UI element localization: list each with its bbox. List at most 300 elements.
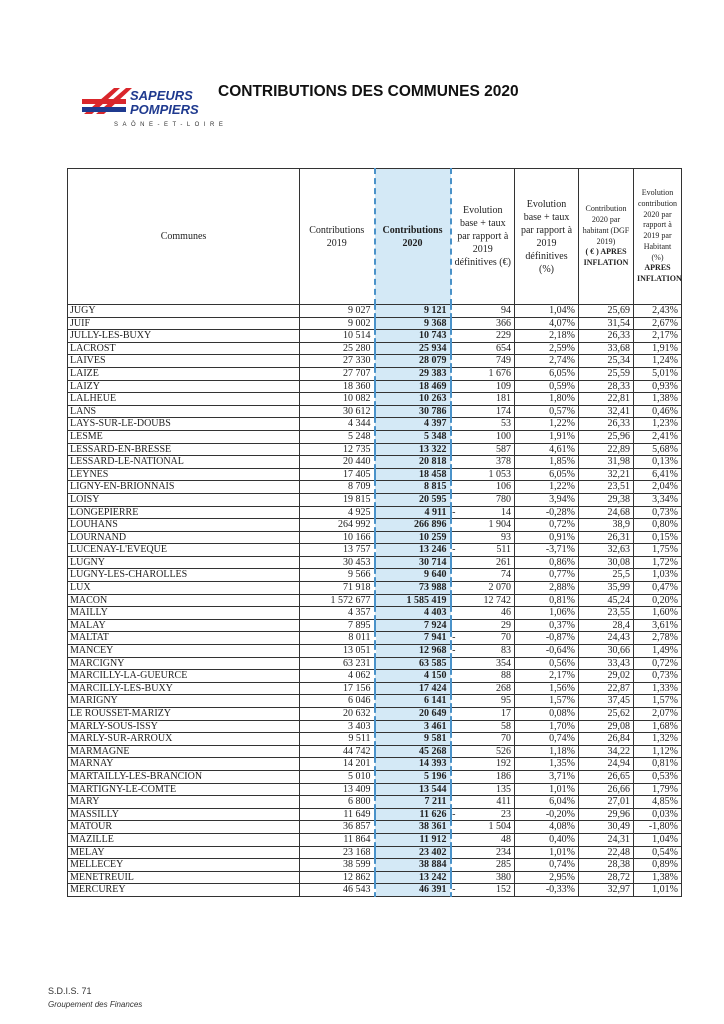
evolution-eur: 1 504 <box>451 821 515 834</box>
evolution-eur: 1 676 <box>451 367 515 380</box>
evolution-per-inhabitant: 3,61% <box>634 619 682 632</box>
commune-name: MARTIGNY-LE-COMTE <box>68 783 300 796</box>
evolution-pct: 1,80% <box>515 393 579 406</box>
evolution-eur: 74 <box>451 569 515 582</box>
commune-name: JULLY-LES-BUXY <box>68 330 300 343</box>
contribution-2020 <box>375 645 456 658</box>
contribution-2020: 13 322 <box>375 443 451 456</box>
contribution-2019: 12 862 <box>300 871 375 884</box>
evolution-per-inhabitant: 1,79% <box>634 783 682 796</box>
evolution-pct: 2,59% <box>515 342 579 355</box>
per-inhabitant: 24,94 <box>579 758 634 771</box>
evolution-per-inhabitant: 0,73% <box>634 670 682 683</box>
evolution-eur: 654 <box>451 342 515 355</box>
table-row <box>68 796 682 809</box>
evolution-eur: 1 904 <box>451 519 515 532</box>
per-inhabitant: 31,54 <box>579 317 634 330</box>
evolution-pct: 0,37% <box>515 619 579 632</box>
evolution-eur: 58 <box>451 720 515 733</box>
table-row <box>68 418 682 431</box>
header-per-inhabitant-note: ( € ) APRES INFLATION <box>583 247 629 268</box>
contribution-2019: 4 062 <box>300 670 375 683</box>
contribution-2019: 5 010 <box>300 770 375 783</box>
per-inhabitant: 32,21 <box>579 468 634 481</box>
commune-name: MARTAILLY-LES-BRANCION <box>68 770 300 783</box>
evolution-eur: 17 <box>451 708 515 721</box>
evolution-per-inhabitant: 1,91% <box>634 342 682 355</box>
table-row <box>68 645 682 658</box>
evolution-per-inhabitant: 1,33% <box>634 682 682 695</box>
evolution-per-inhabitant: 1,04% <box>634 833 682 846</box>
header-evolution-eur: Evolution base + taux par rapport à 2019 définitives (€) <box>451 169 515 305</box>
contribution-2019: 17 156 <box>300 682 375 695</box>
commune-name: LUX <box>68 582 300 595</box>
per-inhabitant: 22,81 <box>579 393 634 406</box>
evolution-per-inhabitant: 2,43% <box>634 305 682 318</box>
evolution-pct: 3,71% <box>515 770 579 783</box>
table-row <box>68 783 682 796</box>
table-row <box>68 745 682 758</box>
contribution-2020: 30 786 <box>375 405 451 418</box>
contribution-2019: 7 895 <box>300 619 375 632</box>
table-row <box>68 468 682 481</box>
per-inhabitant: 28,33 <box>579 380 634 393</box>
commune-name: MACON <box>68 594 300 607</box>
evolution-eur: 95 <box>451 695 515 708</box>
evolution-eur: 29 <box>451 619 515 632</box>
evolution-eur: 181 <box>451 393 515 406</box>
evolution-eur: 378 <box>451 456 515 469</box>
evolution-pct: 4,08% <box>515 821 579 834</box>
per-inhabitant: 45,24 <box>579 594 634 607</box>
table-row <box>68 582 682 595</box>
evolution-per-inhabitant: 3,34% <box>634 493 682 506</box>
commune-name: MARCIGNY <box>68 657 300 670</box>
evolution-eur: 268 <box>451 682 515 695</box>
table-row <box>68 456 682 469</box>
contribution-2019: 4 344 <box>300 418 375 431</box>
evolution-per-inhabitant: 0,46% <box>634 405 682 418</box>
table-row <box>68 393 682 406</box>
evolution-eur: 234 <box>451 846 515 859</box>
evolution-pct: 0,72% <box>515 519 579 532</box>
evolution-eur: 14 <box>451 506 515 519</box>
table-row <box>68 708 682 721</box>
header-evolution-per-inhabitant <box>634 169 682 305</box>
table-row <box>68 884 682 897</box>
header-evolution-per-inhabitant-main: Evolution contribution 2020 par rapport à 2019 par Habitant (%) <box>637 187 678 262</box>
contribution-2019: 30 453 <box>300 556 375 569</box>
per-inhabitant: 32,97 <box>579 884 634 897</box>
commune-name: MASSILLY <box>68 808 300 821</box>
contribution-2019: 6 046 <box>300 695 375 708</box>
table-row <box>68 569 682 582</box>
evolution-pct: 1,06% <box>515 607 579 620</box>
commune-name: LACROST <box>68 342 300 355</box>
commune-name: LESSARD-EN-BRESSE <box>68 443 300 456</box>
per-inhabitant: 25,69 <box>579 305 634 318</box>
contribution-2020: 266 896 <box>375 519 451 532</box>
contribution-2020: 11 912 <box>375 833 451 846</box>
commune-name: MARY <box>68 796 300 809</box>
contribution-2020 <box>375 808 456 821</box>
evolution-per-inhabitant: 1,38% <box>634 871 682 884</box>
logo-subtitle: SAÔNE-ET-LOIRE <box>114 122 228 128</box>
contribution-2020: 9 121 <box>375 305 451 318</box>
evolution-pct: 1,56% <box>515 682 579 695</box>
evolution-pct: 4,07% <box>515 317 579 330</box>
evolution-eur: 354 <box>451 657 515 670</box>
evolution-eur: 70 <box>451 632 515 645</box>
commune-name: LAIVES <box>68 355 300 368</box>
contribution-2019: 18 360 <box>300 380 375 393</box>
commune-name: LUGNY <box>68 556 300 569</box>
per-inhabitant: 30,08 <box>579 556 634 569</box>
per-inhabitant: 22,87 <box>579 682 634 695</box>
commune-name: LUCENAY-L'EVEQUE <box>68 544 300 557</box>
evolution-pct: 1,01% <box>515 846 579 859</box>
per-inhabitant: 30,66 <box>579 645 634 658</box>
commune-name: MARLY-SOUS-ISSY <box>68 720 300 733</box>
table-row <box>68 519 682 532</box>
evolution-per-inhabitant: 0,53% <box>634 770 682 783</box>
evolution-eur: 12 742 <box>451 594 515 607</box>
evolution-pct: 1,35% <box>515 758 579 771</box>
per-inhabitant: 23,55 <box>579 607 634 620</box>
commune-name: LOURNAND <box>68 531 300 544</box>
evolution-per-inhabitant: 2,17% <box>634 330 682 343</box>
commune-name: MELLECEY <box>68 859 300 872</box>
commune-name: MARMAGNE <box>68 745 300 758</box>
contribution-2020: 9 368 <box>375 317 451 330</box>
table-row <box>68 619 682 632</box>
contribution-2020: 29 383 <box>375 367 451 380</box>
table-row <box>68 481 682 494</box>
table-row <box>68 367 682 380</box>
table-row <box>68 607 682 620</box>
header-per-inhabitant-main: Contribution 2020 par habitant (DGF 2019) <box>582 204 630 246</box>
table-row <box>68 405 682 418</box>
contribution-2020 <box>375 544 456 557</box>
evolution-eur: 526 <box>451 745 515 758</box>
evolution-pct: 0,74% <box>515 859 579 872</box>
table-header-row <box>68 169 682 305</box>
evolution-eur: 46 <box>451 607 515 620</box>
per-inhabitant: 35,99 <box>579 582 634 595</box>
evolution-eur: 2 070 <box>451 582 515 595</box>
evolution-pct: 0,77% <box>515 569 579 582</box>
per-inhabitant: 26,31 <box>579 531 634 544</box>
evolution-pct: 2,18% <box>515 330 579 343</box>
contribution-2020: 13 242 <box>375 871 451 884</box>
per-inhabitant: 22,89 <box>579 443 634 456</box>
per-inhabitant: 24,31 <box>579 833 634 846</box>
contribution-2020: 4 150 <box>375 670 451 683</box>
evolution-per-inhabitant: 2,04% <box>634 481 682 494</box>
table-row <box>68 430 682 443</box>
evolution-pct: 2,74% <box>515 355 579 368</box>
commune-name: MATOUR <box>68 821 300 834</box>
evolution-eur: 411 <box>451 796 515 809</box>
contribution-2019: 9 002 <box>300 317 375 330</box>
evolution-eur: 109 <box>451 380 515 393</box>
contribution-2019: 13 051 <box>300 645 375 658</box>
evolution-per-inhabitant: 1,23% <box>634 418 682 431</box>
contribution-2019: 8 011 <box>300 632 375 645</box>
table-row <box>68 846 682 859</box>
evolution-per-inhabitant: 2,67% <box>634 317 682 330</box>
commune-name: MARLY-SUR-ARROUX <box>68 733 300 746</box>
contribution-2019: 25 280 <box>300 342 375 355</box>
evolution-per-inhabitant: 1,49% <box>634 645 682 658</box>
evolution-pct: 1,04% <box>515 305 579 318</box>
per-inhabitant: 29,02 <box>579 670 634 683</box>
evolution-pct: 1,91% <box>515 430 579 443</box>
evolution-pct: 4,61% <box>515 443 579 456</box>
evolution-eur: 83 <box>451 645 515 658</box>
commune-name: LE ROUSSET-MARIZY <box>68 708 300 721</box>
table-row <box>68 443 682 456</box>
per-inhabitant: 26,33 <box>579 330 634 343</box>
contribution-2020 <box>375 506 456 519</box>
evolution-per-inhabitant: -1,80% <box>634 821 682 834</box>
contribution-2020: 9 581 <box>375 733 451 746</box>
evolution-per-inhabitant: 1,01% <box>634 884 682 897</box>
contribution-2019: 8 709 <box>300 481 375 494</box>
contribution-2020: 9 640 <box>375 569 451 582</box>
evolution-pct: 6,05% <box>515 367 579 380</box>
contribution-2019: 20 440 <box>300 456 375 469</box>
evolution-per-inhabitant: 1,38% <box>634 393 682 406</box>
evolution-eur: 135 <box>451 783 515 796</box>
per-inhabitant: 26,65 <box>579 770 634 783</box>
contribution-2019: 10 166 <box>300 531 375 544</box>
table-row <box>68 758 682 771</box>
evolution-eur: 749 <box>451 355 515 368</box>
evolution-eur: 366 <box>451 317 515 330</box>
commune-name: MELAY <box>68 846 300 859</box>
evolution-eur: 285 <box>451 859 515 872</box>
evolution-eur: 100 <box>451 430 515 443</box>
evolution-eur: 23 <box>451 808 515 821</box>
decrease-dash: - <box>452 808 456 820</box>
contribution-2019: 9 027 <box>300 305 375 318</box>
table-row <box>68 342 682 355</box>
decrease-dash: - <box>452 645 456 657</box>
per-inhabitant: 24,43 <box>579 632 634 645</box>
contribution-2019: 1 572 677 <box>300 594 375 607</box>
commune-name: LAYS-SUR-LE-DOUBS <box>68 418 300 431</box>
evolution-pct: 1,85% <box>515 456 579 469</box>
contribution-2020: 5 348 <box>375 430 451 443</box>
table-row <box>68 871 682 884</box>
contribution-2020: 4 403 <box>375 607 451 620</box>
table-row <box>68 594 682 607</box>
contribution-2020-value: 7 941 <box>424 632 447 644</box>
commune-name: LUGNY-LES-CHAROLLES <box>68 569 300 582</box>
contribution-2019: 44 742 <box>300 745 375 758</box>
evolution-per-inhabitant: 0,93% <box>634 380 682 393</box>
contribution-2020: 7 924 <box>375 619 451 632</box>
contribution-2019: 46 543 <box>300 884 375 897</box>
contribution-2020: 8 815 <box>375 481 451 494</box>
logo-line2: POMPIERS <box>130 102 199 117</box>
table-row <box>68 506 682 519</box>
contribution-2020: 18 469 <box>375 380 451 393</box>
table-row <box>68 770 682 783</box>
contribution-2019: 11 864 <box>300 833 375 846</box>
evolution-eur: 192 <box>451 758 515 771</box>
contribution-2020: 10 259 <box>375 531 451 544</box>
table-row <box>68 330 682 343</box>
evolution-eur: 780 <box>451 493 515 506</box>
per-inhabitant: 28,38 <box>579 859 634 872</box>
evolution-per-inhabitant: 0,89% <box>634 859 682 872</box>
commune-name: LEYNES <box>68 468 300 481</box>
contribution-2020-value: 11 626 <box>419 808 447 820</box>
contribution-2020-value: 13 246 <box>419 544 447 556</box>
commune-name: LESSARD-LE-NATIONAL <box>68 456 300 469</box>
contribution-2020: 20 818 <box>375 456 451 469</box>
table-row <box>68 733 682 746</box>
per-inhabitant: 25,96 <box>579 430 634 443</box>
evolution-eur: 93 <box>451 531 515 544</box>
contribution-2020-value: 12 968 <box>419 645 447 657</box>
contribution-2019: 264 992 <box>300 519 375 532</box>
evolution-per-inhabitant: 2,41% <box>634 430 682 443</box>
contribution-2020: 30 714 <box>375 556 451 569</box>
evolution-eur: 106 <box>451 481 515 494</box>
evolution-eur: 88 <box>451 670 515 683</box>
footer-org: S.D.I.S. 71 <box>48 986 92 996</box>
table-row <box>68 355 682 368</box>
table-row <box>68 493 682 506</box>
commune-name: MANCEY <box>68 645 300 658</box>
contribution-2020 <box>375 884 456 897</box>
header-communes: Communes <box>68 169 300 305</box>
commune-name: MERCUREY <box>68 884 300 897</box>
header-evolution-pct: Evolution base + taux par rapport à 2019 définitives (%) <box>515 169 579 305</box>
commune-name: MARNAY <box>68 758 300 771</box>
decrease-dash: - <box>452 632 456 644</box>
per-inhabitant: 31,98 <box>579 456 634 469</box>
contribution-2019: 10 082 <box>300 393 375 406</box>
table-row <box>68 305 682 318</box>
contribution-2019: 19 815 <box>300 493 375 506</box>
contribution-2020: 4 397 <box>375 418 451 431</box>
commune-name: LOISY <box>68 493 300 506</box>
evolution-per-inhabitant: 5,68% <box>634 443 682 456</box>
evolution-per-inhabitant: 0,72% <box>634 657 682 670</box>
evolution-eur: 587 <box>451 443 515 456</box>
contribution-2019: 38 599 <box>300 859 375 872</box>
per-inhabitant: 27,01 <box>579 796 634 809</box>
evolution-pct: 1,18% <box>515 745 579 758</box>
evolution-per-inhabitant: 0,13% <box>634 456 682 469</box>
per-inhabitant: 29,08 <box>579 720 634 733</box>
evolution-per-inhabitant: 0,15% <box>634 531 682 544</box>
contributions-table <box>67 168 682 897</box>
evolution-pct: 0,57% <box>515 405 579 418</box>
evolution-pct: 0,74% <box>515 733 579 746</box>
contribution-2019: 3 403 <box>300 720 375 733</box>
contribution-2020: 23 402 <box>375 846 451 859</box>
contribution-2020: 18 458 <box>375 468 451 481</box>
per-inhabitant: 29,96 <box>579 808 634 821</box>
per-inhabitant: 28,72 <box>579 871 634 884</box>
commune-name: MARIGNY <box>68 695 300 708</box>
evolution-pct: -0,64% <box>515 645 579 658</box>
evolution-pct: 3,94% <box>515 493 579 506</box>
evolution-per-inhabitant: 1,72% <box>634 556 682 569</box>
evolution-eur: 511 <box>451 544 515 557</box>
evolution-pct: 0,86% <box>515 556 579 569</box>
commune-name: LESME <box>68 430 300 443</box>
evolution-per-inhabitant: 0,54% <box>634 846 682 859</box>
header-per-inhabitant <box>579 169 634 305</box>
table-row <box>68 380 682 393</box>
contribution-2020: 10 263 <box>375 393 451 406</box>
per-inhabitant: 28,4 <box>579 619 634 632</box>
per-inhabitant: 23,51 <box>579 481 634 494</box>
table-row <box>68 670 682 683</box>
evolution-per-inhabitant: 1,57% <box>634 695 682 708</box>
evolution-pct: 1,70% <box>515 720 579 733</box>
contribution-2020: 38 361 <box>375 821 451 834</box>
evolution-pct: -0,20% <box>515 808 579 821</box>
contribution-2019: 9 566 <box>300 569 375 582</box>
evolution-per-inhabitant: 0,73% <box>634 506 682 519</box>
evolution-per-inhabitant: 2,78% <box>634 632 682 645</box>
commune-name: LONGEPIERRE <box>68 506 300 519</box>
commune-name: MENETREUIL <box>68 871 300 884</box>
page-title: CONTRIBUTIONS DES COMMUNES 2020 <box>218 83 519 100</box>
evolution-pct: 2,88% <box>515 582 579 595</box>
contribution-2020: 20 595 <box>375 493 451 506</box>
commune-name: MARCILLY-LES-BUXY <box>68 682 300 695</box>
per-inhabitant: 33,43 <box>579 657 634 670</box>
contribution-2019: 13 409 <box>300 783 375 796</box>
sdis-logo <box>80 80 210 128</box>
footer-department: Groupement des Finances <box>48 1000 143 1009</box>
contribution-2020: 28 079 <box>375 355 451 368</box>
contribution-2019: 23 168 <box>300 846 375 859</box>
table-row <box>68 556 682 569</box>
contribution-2019: 20 632 <box>300 708 375 721</box>
evolution-eur: 152 <box>451 884 515 897</box>
evolution-per-inhabitant: 6,41% <box>634 468 682 481</box>
contribution-2020: 17 424 <box>375 682 451 695</box>
header-contributions-2020: Contributions 2020 <box>375 169 451 305</box>
evolution-per-inhabitant: 1,24% <box>634 355 682 368</box>
decrease-dash: - <box>452 506 456 518</box>
per-inhabitant: 22,48 <box>579 846 634 859</box>
commune-name: MAZILLE <box>68 833 300 846</box>
evolution-per-inhabitant: 1,12% <box>634 745 682 758</box>
commune-name: MALAY <box>68 619 300 632</box>
evolution-pct: 0,40% <box>515 833 579 846</box>
commune-name: MARCILLY-LA-GUEURCE <box>68 670 300 683</box>
contribution-2020 <box>375 632 456 645</box>
evolution-eur: 48 <box>451 833 515 846</box>
contribution-2019: 71 918 <box>300 582 375 595</box>
table-row <box>68 632 682 645</box>
contribution-2020: 45 268 <box>375 745 451 758</box>
evolution-per-inhabitant: 1,68% <box>634 720 682 733</box>
header-contributions-2019: Contributions 2019 <box>300 169 375 305</box>
contribution-2020: 7 211 <box>375 796 451 809</box>
per-inhabitant: 30,49 <box>579 821 634 834</box>
